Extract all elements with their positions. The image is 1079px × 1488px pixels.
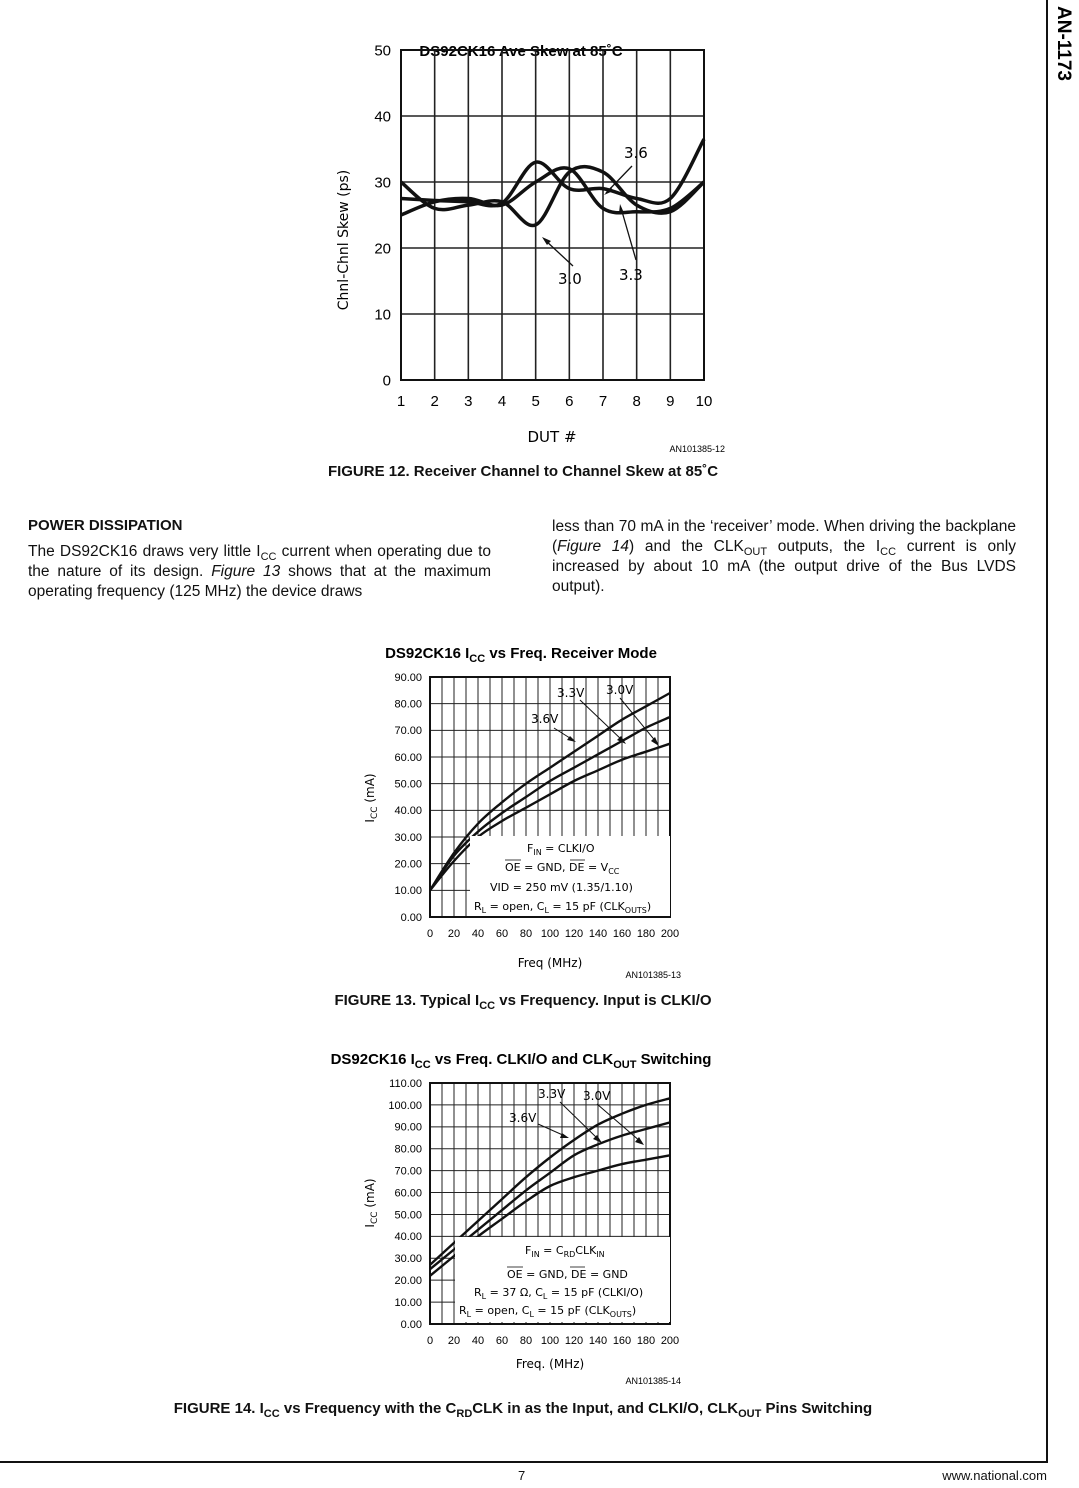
x-tick-label: 180 xyxy=(636,1335,656,1347)
paragraph-right: less than 70 mA in the ‘receiver’ mode. When driving the backplane (Figure 14) and the $CLK_{OUT}$ outputs, the $I_{CC}$ current is only increased by about 10 mA (the output drive of the Bus LVDS output). xyxy=(552,518,1016,595)
svg-text:OE = GND, DE = GND: OE = GND, DE = GND xyxy=(507,1268,628,1281)
icc-switching-chart xyxy=(0,1040,1046,1392)
svg-text:RL = 37 Ω, CL = 15 pF (CLKI/O): $R_L = 37$ Ω, $C_L = 15$ pF (CLKI/O) xyxy=(474,1286,644,1301)
y-tick-label: 40 xyxy=(374,108,391,126)
x-tick-label: 40 xyxy=(471,928,485,940)
x-tick-label: 6 xyxy=(565,393,574,410)
figure-code: AN101385-14 xyxy=(625,1376,681,1386)
x-tick-label: 1 xyxy=(396,393,406,410)
section-title: POWER DISSIPATION xyxy=(28,517,183,534)
y-axis-label: Chnl-Chnl Skew (ps) xyxy=(336,169,352,311)
y-tick-label: 40.00 xyxy=(394,1231,422,1244)
x-tick-label: 2 xyxy=(430,393,439,410)
x-tick-label: 20 xyxy=(447,1335,461,1347)
x-tick-label: 5 xyxy=(531,393,540,410)
plot-frame xyxy=(401,50,704,380)
y-tick-label: 30.00 xyxy=(394,831,422,844)
y-tick-label: 80.00 xyxy=(394,698,422,711)
svg-text:FIN = CRDCLKIN: $F_{IN} = C_{RD}CLK_{IN}$ xyxy=(525,1244,605,1259)
figure-13-caption: FIGURE 13. Typical $I_{CC}$ vs Frequency. Input is CLKI/O xyxy=(334,992,712,1012)
x-tick-label: 200 xyxy=(660,1335,680,1347)
x-tick-label: 160 xyxy=(612,928,632,940)
svg-text:3.6V: 3.6V xyxy=(509,1111,537,1125)
y-axis-label: $I_{CC}$ (mA) xyxy=(363,773,380,823)
x-tick-label: 10 xyxy=(695,393,713,410)
y-tick-label: 90.00 xyxy=(394,671,422,684)
annotation-3-6 xyxy=(604,144,648,195)
x-tick-label: 20 xyxy=(447,928,461,940)
svg-text:3.0V: 3.0V xyxy=(606,683,634,697)
doc-number-text: AN-1173 xyxy=(1053,6,1074,81)
chart-title: DS92CK16 $I_{CC}$ vs Freq. CLKI/O and $CLK_{OUT}$ Switching xyxy=(330,1051,712,1071)
y-tick-label: 0.00 xyxy=(400,1318,422,1331)
conditions-box xyxy=(470,836,670,916)
svg-text:3.0V: 3.0V xyxy=(583,1089,611,1103)
svg-text:3.3: 3.3 xyxy=(619,266,643,284)
x-tick-label: 120 xyxy=(564,1335,584,1347)
y-tick-label: 10 xyxy=(374,306,391,324)
y-tick-label: 50.00 xyxy=(394,1209,422,1222)
figure-14-caption: FIGURE 14. $I_{CC}$ vs Frequency with the $C_{RD}CLK$ in as the Input, and CLKI/O, $CLK_{OUT}$ Pins Switching xyxy=(173,1400,873,1420)
figure-code: AN101385-13 xyxy=(625,970,681,980)
annotation-3-6v xyxy=(509,1111,569,1138)
x-tick-label: 200 xyxy=(660,928,680,940)
icc-receiver-chart xyxy=(0,640,1046,990)
y-tick-label: 10.00 xyxy=(394,1296,422,1309)
x-tick-label: 60 xyxy=(495,1335,509,1347)
y-tick-label: 0 xyxy=(382,372,391,390)
page-number: 7 xyxy=(518,1468,526,1483)
x-tick-label: 100 xyxy=(540,928,560,940)
skew-chart xyxy=(0,30,1046,470)
y-tick-label: 20.00 xyxy=(394,1275,422,1288)
x-tick-label: 80 xyxy=(519,1335,533,1347)
x-tick-label: 7 xyxy=(598,393,608,410)
x-tick-label: 0 xyxy=(426,1335,434,1347)
y-tick-label: 30.00 xyxy=(394,1253,422,1266)
y-tick-label: 20.00 xyxy=(394,858,422,871)
conditions-box xyxy=(455,1237,670,1322)
svg-text:3.6V: 3.6V xyxy=(531,712,559,726)
x-tick-label: 120 xyxy=(564,928,584,940)
x-axis-label: Freq. (MHz) xyxy=(515,1357,585,1371)
x-tick-label: 80 xyxy=(519,928,533,940)
x-axis-label: Freq (MHz) xyxy=(517,956,583,970)
paragraph-left: The DS92CK16 draws very little $I_{CC}$ current when operating due to the nature of its design. Figure 13 shows that at the maximum operating frequency (125 MHz) the device draws xyxy=(28,543,492,600)
y-tick-label: 20 xyxy=(374,240,391,258)
x-tick-label: 140 xyxy=(588,1335,608,1347)
x-tick-label: 40 xyxy=(471,1335,485,1347)
chart-title: DS92CK16 $I_{CC}$ vs Freq. Receiver Mode xyxy=(385,645,657,665)
figure-code: AN101385-12 xyxy=(669,444,725,454)
y-tick-label: 110.00 xyxy=(389,1077,422,1090)
y-tick-label: 50.00 xyxy=(394,778,422,791)
svg-text:3.0: 3.0 xyxy=(558,270,582,288)
chart-title: DS92CK16 Ave Skew at 85˚C xyxy=(419,43,623,60)
annotation-3-3 xyxy=(619,204,643,284)
x-tick-label: 100 xyxy=(540,1335,560,1347)
y-tick-label: 90.00 xyxy=(394,1121,422,1134)
figure-13 xyxy=(0,640,1046,990)
x-tick-label: 60 xyxy=(495,928,509,940)
x-tick-label: 8 xyxy=(632,393,641,410)
y-tick-label: 60.00 xyxy=(394,751,422,764)
x-axis-label: DUT # xyxy=(527,428,577,446)
y-tick-label: 70.00 xyxy=(394,1165,422,1178)
y-tick-label: 0.00 xyxy=(400,911,422,924)
x-tick-label: 4 xyxy=(497,393,507,410)
svg-text:RL = open, CL = 15 pF (CLKOUTS: $R_L$ = open, $C_L = 15$ pF $(CLK_{OUTS})$ xyxy=(474,900,652,915)
x-tick-label: 0 xyxy=(426,928,434,940)
footer-url: www.national.com xyxy=(942,1468,1047,1483)
x-tick-label: 140 xyxy=(588,928,608,940)
y-axis-label: $I_{CC}$ (mA) xyxy=(363,1178,380,1228)
x-tick-label: 3 xyxy=(464,393,473,410)
svg-text:3.3V: 3.3V xyxy=(557,686,585,700)
y-tick-label: 80.00 xyxy=(394,1143,422,1156)
y-tick-label: 70.00 xyxy=(394,725,422,738)
x-tick-label: 9 xyxy=(666,393,675,410)
svg-text:FIN = CLKI/O: $F_{IN}$ = CLKI/O xyxy=(527,842,595,857)
figure-12 xyxy=(0,30,1046,470)
y-tick-label: 100.00 xyxy=(388,1099,422,1112)
x-tick-label: 180 xyxy=(636,928,656,940)
y-tick-label: 30 xyxy=(374,174,391,192)
annotation-3-0 xyxy=(542,237,582,288)
figure-14 xyxy=(0,1040,1046,1392)
svg-text:RL = open, CL = 15 pF (CLKOUTS: $R_L$ = open, $C_L = 15$ pF $(CLK_{OUTS})$ xyxy=(459,1304,637,1319)
svg-text:3.6: 3.6 xyxy=(624,144,648,162)
y-tick-label: 60.00 xyxy=(394,1187,422,1200)
svg-text:3.3V: 3.3V xyxy=(538,1087,566,1101)
x-tick-label: 160 xyxy=(612,1335,632,1347)
doc-number-tag xyxy=(1052,4,1076,96)
svg-text:VID = 250 mV (1.35/1.10): VID = 250 mV (1.35/1.10) xyxy=(490,881,633,894)
figure-12-caption: FIGURE 12. Receiver Channel to Channel Skew at 85˚C xyxy=(327,463,719,480)
y-tick-label: 50 xyxy=(374,42,391,60)
y-tick-label: 40.00 xyxy=(394,805,422,818)
y-tick-label: 10.00 xyxy=(394,885,422,898)
svg-text:OE = GND, DE = VCC: OE = GND, DE = $V_{CC}$ xyxy=(505,861,620,876)
